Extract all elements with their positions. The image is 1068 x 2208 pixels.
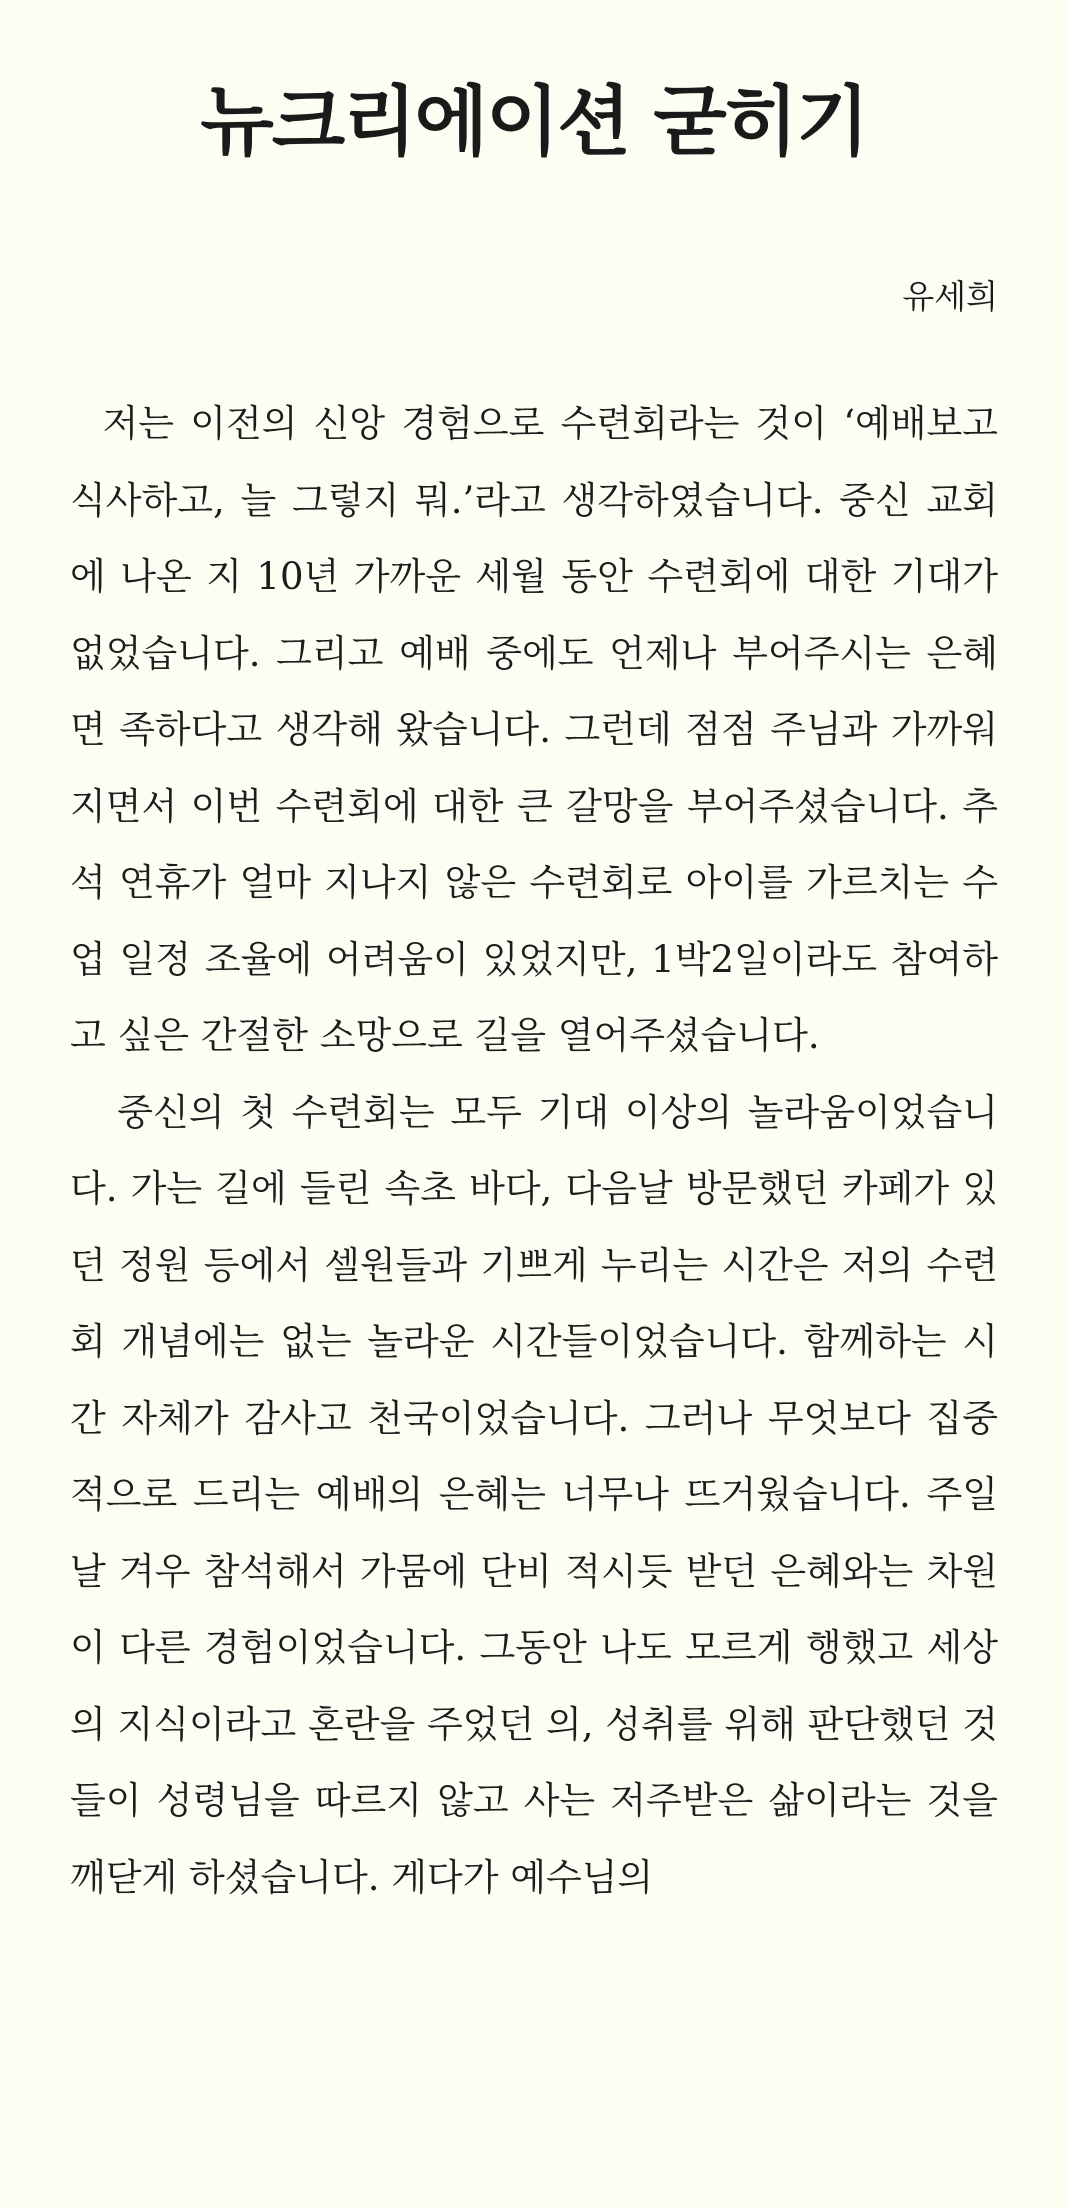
body-paragraph: 중신의 첫 수련회는 모두 기대 이상의 놀라움이었습니다. 가는 길에 들린 속초 바다, 다음날 방문했던 카페가 있던 정원 등에서 셀원들과 기쁘게 누리는 시간은 저의 수련회 개념에는 없는 놀라운 시간들이었습니다. 함께하는 시간 자체가 감사고 천국이었습니다. 그러나 무엇보다 집중적으로 드리는 예배의 은혜는 너무나 뜨거웠습니다. 주일날 겨우 참석해서 가뭄에 단비 적시듯 받던 은혜와는 차원이 다른 경험이었습니다. 그동안 나도 모르게 행했고 세상의 지식이라고 혼란을 주었던 의, 성취를 위해 판단했던 것들이 성령님을 따르지 않고 사는 저주받은 삶이라는 것을 깨닫게 하셨습니다. 게다가 예수님의: [70, 1090, 1010, 1899]
article-title: 뉴크리에이션 굳히기: [200, 77, 868, 166]
article-body: [70, 386, 1010, 1916]
body-paragraph: 저는 이전의 신앙 경험으로 수련회라는 것이 ‘예배보고 식사하고, 늘 그렇지 뭐.’라고 생각하였습니다. 중신 교회에 나온 지 10년 가까운 세월 동안 수련회에 대한 기대가 없었습니다. 그리고 예배 중에도 언제나 부어주시는 은혜면 족하다고 생각해 왔습니다. 그런데 점점 주님과 가까워지면서 이번 수련회에 대한 큰 갈망을 부어주셨습니다. 추석 연휴가 얼마 지나지 않은 수련회로 아이를 가르치는 수업 일정 조율에 어려움이 있었지만, 1박2일이라도 참여하고 싶은 간절한 소망으로 길을 열어주셨습니다.: [70, 402, 1010, 1057]
article-author: 유세희: [902, 277, 998, 316]
